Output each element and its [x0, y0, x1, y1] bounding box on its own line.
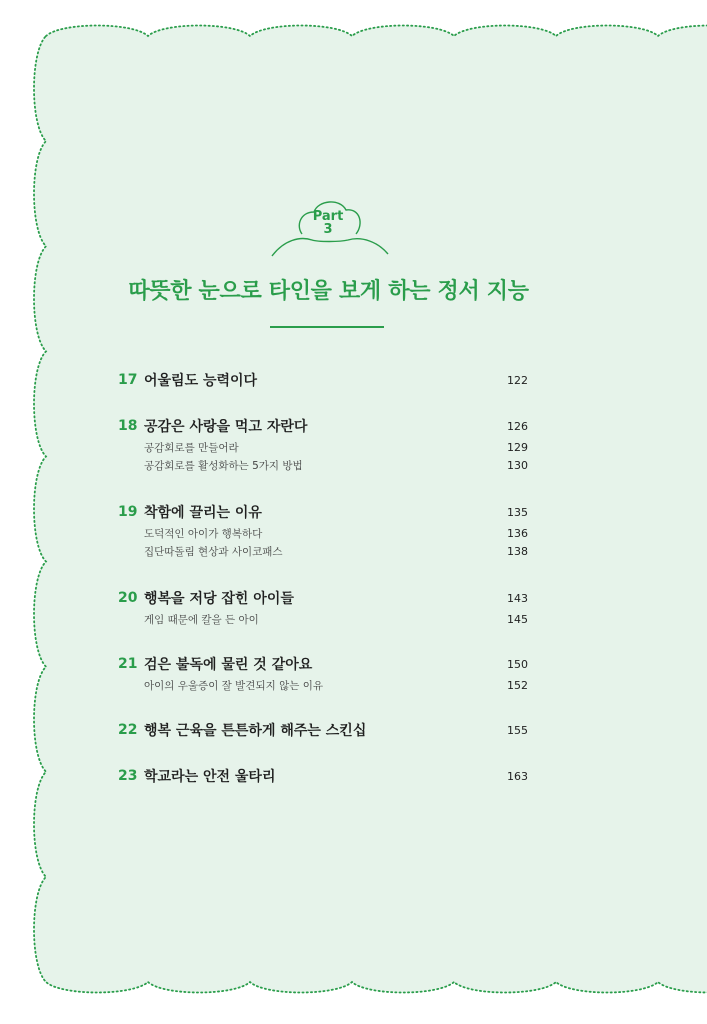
toc-chapter-row[interactable] — [118, 370, 528, 390]
toc-section-row[interactable] — [144, 543, 528, 559]
section-page: 136 — [507, 526, 528, 540]
chapter-number: 20 — [118, 590, 138, 606]
toc-section-row[interactable] — [144, 457, 528, 473]
part-title: 따뜻한 눈으로 타인을 보게 하는 정서 지능 — [128, 279, 529, 304]
chapter-title: 학교라는 안전 울타리 — [144, 769, 276, 785]
chapter-number: 22 — [118, 722, 138, 738]
chapter-number: 19 — [118, 504, 138, 520]
chapter-title: 어울림도 능력이다 — [144, 373, 258, 389]
section-page: 145 — [507, 612, 528, 626]
chapter-title: 행복을 저당 잡힌 아이들 — [144, 591, 294, 607]
chapter-page: 150 — [507, 657, 528, 671]
section-page: 130 — [507, 458, 528, 472]
chapter-page: 163 — [507, 769, 528, 783]
section-title: 집단따돌림 현상과 사이코패스 — [144, 545, 283, 558]
chapter-page: 126 — [507, 419, 528, 433]
section-page: 152 — [507, 678, 528, 692]
toc-chapter-row[interactable] — [118, 502, 528, 522]
section-title: 아이의 우울증이 잘 발견되지 않는 이유 — [144, 679, 323, 692]
chapter-title: 검은 불독에 물린 것 같아요 — [144, 657, 313, 673]
toc-section-row[interactable] — [144, 525, 528, 541]
section-page: 129 — [507, 440, 528, 454]
chapter-page: 135 — [507, 505, 528, 519]
toc-section-row[interactable] — [144, 677, 528, 693]
chapter-number: 21 — [118, 656, 138, 672]
chapter-page: 155 — [507, 723, 528, 737]
section-title: 도덕적인 아이가 행복하다 — [144, 527, 263, 540]
toc-section-row[interactable] — [144, 439, 528, 455]
chapter-number: 17 — [118, 372, 138, 388]
chapter-title: 착함에 끌리는 이유 — [144, 505, 262, 521]
toc-chapter-row[interactable] — [118, 416, 528, 436]
part-number: 3 — [323, 222, 333, 237]
toc-chapter-row[interactable] — [118, 766, 528, 786]
part-label: Part — [312, 209, 344, 224]
chapter-page: 143 — [507, 591, 528, 605]
toc-chapter-row[interactable] — [118, 588, 528, 608]
section-title: 게임 때문에 칼을 든 아이 — [144, 613, 259, 626]
toc-chapter-row[interactable] — [118, 654, 528, 674]
section-title: 공감회로를 활성화하는 5가지 방법 — [144, 459, 303, 472]
chapter-title: 공감은 사랑을 먹고 자란다 — [144, 419, 308, 435]
chapter-title: 행복 근육을 튼튼하게 해주는 스킨십 — [144, 723, 367, 739]
section-page: 138 — [507, 544, 528, 558]
toc-chapter-row[interactable] — [118, 720, 528, 740]
toc-section-row[interactable] — [144, 611, 528, 627]
chapter-number: 23 — [118, 768, 138, 784]
section-title: 공감회로를 만들어라 — [144, 441, 239, 454]
chapter-page: 122 — [507, 373, 528, 387]
chapter-number: 18 — [118, 418, 138, 434]
